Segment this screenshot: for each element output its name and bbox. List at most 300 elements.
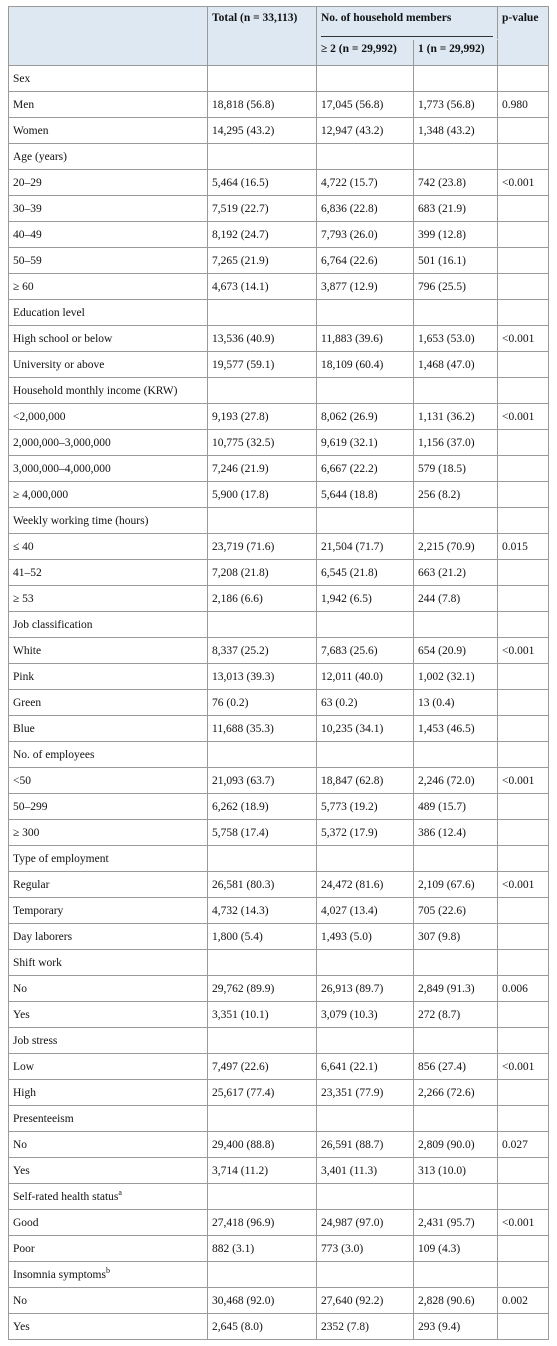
row-label: Presenteeism <box>9 1106 208 1132</box>
cell-total: 13,536 (40.9) <box>208 326 317 352</box>
cell-two-or-more: 11,883 (39.6) <box>317 326 414 352</box>
cell-total <box>208 508 317 534</box>
cell-total: 30,468 (92.0) <box>208 1288 317 1314</box>
cell-two-or-more: 12,947 (43.2) <box>317 118 414 144</box>
cell-total: 8,192 (24.7) <box>208 222 317 248</box>
row-label: 20–29 <box>9 170 208 196</box>
cell-total: 5,900 (17.8) <box>208 482 317 508</box>
row-label: Temporary <box>9 898 208 924</box>
cell-one-member: 2,849 (91.3) <box>414 976 498 1002</box>
row-label: <50 <box>9 768 208 794</box>
cell-one-member <box>414 1028 498 1054</box>
table-row <box>9 300 549 326</box>
row-label: 30–39 <box>9 196 208 222</box>
cell-one-member: 2,109 (67.6) <box>414 872 498 898</box>
table-body <box>9 66 549 1340</box>
cell-total <box>208 378 317 404</box>
cell-total: 5,758 (17.4) <box>208 820 317 846</box>
cell-total: 7,208 (21.8) <box>208 560 317 586</box>
row-label: Good <box>9 1210 208 1236</box>
table-row <box>9 820 549 846</box>
cell-total: 7,246 (21.9) <box>208 456 317 482</box>
cell-one-member <box>414 300 498 326</box>
table-row <box>9 1210 549 1236</box>
cell-one-member: 1,348 (43.2) <box>414 118 498 144</box>
cell-two-or-more: 3,079 (10.3) <box>317 1002 414 1028</box>
table-row <box>9 1236 549 1262</box>
header-total: Total (n = 33,113) <box>208 7 317 66</box>
cell-pvalue: 0.002 <box>498 1288 549 1314</box>
row-label: Household monthly income (KRW) <box>9 378 208 404</box>
row-label: ≥ 4,000,000 <box>9 482 208 508</box>
cell-two-or-more <box>317 1106 414 1132</box>
cell-two-or-more: 10,235 (34.1) <box>317 716 414 742</box>
table-row <box>9 950 549 976</box>
cell-pvalue: 0.027 <box>498 1132 549 1158</box>
cell-two-or-more: 5,644 (18.8) <box>317 482 414 508</box>
cell-two-or-more: 24,472 (81.6) <box>317 872 414 898</box>
cell-one-member: 272 (8.7) <box>414 1002 498 1028</box>
cell-pvalue: 0.015 <box>498 534 549 560</box>
cell-one-member <box>414 950 498 976</box>
cell-two-or-more <box>317 846 414 872</box>
cell-one-member: 663 (21.2) <box>414 560 498 586</box>
cell-pvalue <box>498 430 549 456</box>
table-row <box>9 846 549 872</box>
cell-two-or-more: 6,641 (22.1) <box>317 1054 414 1080</box>
cell-one-member: 2,215 (70.9) <box>414 534 498 560</box>
table-row <box>9 222 549 248</box>
cell-one-member: 796 (25.5) <box>414 274 498 300</box>
cell-pvalue: <0.001 <box>498 638 549 664</box>
cell-pvalue <box>498 560 549 586</box>
row-label: High <box>9 1080 208 1106</box>
table-row <box>9 976 549 1002</box>
cell-pvalue <box>498 1106 549 1132</box>
cell-two-or-more: 6,545 (21.8) <box>317 560 414 586</box>
cell-total: 2,186 (6.6) <box>208 586 317 612</box>
cell-total: 27,418 (96.9) <box>208 1210 317 1236</box>
cell-two-or-more: 9,619 (32.1) <box>317 430 414 456</box>
row-label: 41–52 <box>9 560 208 586</box>
cell-total <box>208 950 317 976</box>
row-label: White <box>9 638 208 664</box>
cell-total: 13,013 (39.3) <box>208 664 317 690</box>
cell-pvalue: <0.001 <box>498 404 549 430</box>
cell-two-or-more: 24,987 (97.0) <box>317 1210 414 1236</box>
cell-total: 10,775 (32.5) <box>208 430 317 456</box>
table-row <box>9 352 549 378</box>
cell-pvalue <box>498 66 549 92</box>
cell-pvalue <box>498 222 549 248</box>
cell-two-or-more: 23,351 (77.9) <box>317 1080 414 1106</box>
cell-one-member: 399 (12.8) <box>414 222 498 248</box>
cell-one-member: 293 (9.4) <box>414 1314 498 1340</box>
cell-total: 3,714 (11.2) <box>208 1158 317 1184</box>
cell-pvalue <box>498 924 549 950</box>
header-one-member: 1 (n = 29,992) <box>414 40 498 66</box>
table-row <box>9 196 549 222</box>
header-two-or-more: ≥ 2 (n = 29,992) <box>317 40 414 66</box>
table-row <box>9 690 549 716</box>
cell-two-or-more <box>317 378 414 404</box>
cell-pvalue <box>498 1080 549 1106</box>
cell-two-or-more <box>317 1184 414 1210</box>
table-row <box>9 560 549 586</box>
cell-two-or-more: 3,877 (12.9) <box>317 274 414 300</box>
table-row <box>9 170 549 196</box>
table-row <box>9 274 549 300</box>
table-row <box>9 1106 549 1132</box>
cell-two-or-more <box>317 950 414 976</box>
cell-pvalue: <0.001 <box>498 872 549 898</box>
cell-two-or-more: 5,773 (19.2) <box>317 794 414 820</box>
cell-pvalue <box>498 664 549 690</box>
cell-one-member: 313 (10.0) <box>414 1158 498 1184</box>
cell-pvalue: <0.001 <box>498 170 549 196</box>
row-label: Age (years) <box>9 144 208 170</box>
table-row <box>9 66 549 92</box>
row-label: Education level <box>9 300 208 326</box>
row-label: 2,000,000–3,000,000 <box>9 430 208 456</box>
row-label: Yes <box>9 1158 208 1184</box>
cell-one-member <box>414 1262 498 1288</box>
table-row <box>9 716 549 742</box>
table-row <box>9 1288 549 1314</box>
cell-pvalue <box>498 1002 549 1028</box>
row-label: Yes <box>9 1002 208 1028</box>
cell-total <box>208 1262 317 1288</box>
cell-pvalue <box>498 144 549 170</box>
header-household-group <box>317 7 498 40</box>
header-pvalue: p-value <box>498 7 549 66</box>
row-label: Weekly working time (hours) <box>9 508 208 534</box>
cell-one-member: 1,156 (37.0) <box>414 430 498 456</box>
cell-total <box>208 742 317 768</box>
cell-total <box>208 300 317 326</box>
cell-one-member: 109 (4.3) <box>414 1236 498 1262</box>
cell-one-member: 256 (8.2) <box>414 482 498 508</box>
row-label: Job stress <box>9 1028 208 1054</box>
cell-pvalue: <0.001 <box>498 768 549 794</box>
table-row <box>9 482 549 508</box>
cell-one-member: 742 (23.8) <box>414 170 498 196</box>
cell-total: 23,719 (71.6) <box>208 534 317 560</box>
table-row <box>9 924 549 950</box>
cell-one-member <box>414 66 498 92</box>
cell-total: 29,762 (89.9) <box>208 976 317 1002</box>
cell-one-member: 705 (22.6) <box>414 898 498 924</box>
cell-pvalue <box>498 1236 549 1262</box>
cell-two-or-more: 3,401 (11.3) <box>317 1158 414 1184</box>
cell-two-or-more <box>317 612 414 638</box>
table-row <box>9 664 549 690</box>
row-label: 3,000,000–4,000,000 <box>9 456 208 482</box>
cell-pvalue <box>498 612 549 638</box>
row-label: Shift work <box>9 950 208 976</box>
cell-two-or-more: 7,683 (25.6) <box>317 638 414 664</box>
row-label: Insomnia symptoms$^b$ <box>9 1262 208 1288</box>
footnote-marker: a <box>118 1187 122 1197</box>
row-label: Job classification <box>9 612 208 638</box>
table-row <box>9 508 549 534</box>
row-label: 40–49 <box>9 222 208 248</box>
cell-two-or-more: 26,591 (88.7) <box>317 1132 414 1158</box>
row-label: No <box>9 1288 208 1314</box>
cell-two-or-more: 26,913 (89.7) <box>317 976 414 1002</box>
row-label: Self-rated health status$^a$ <box>9 1184 208 1210</box>
cell-total: 4,732 (14.3) <box>208 898 317 924</box>
cell-pvalue: <0.001 <box>498 1054 549 1080</box>
cell-pvalue <box>498 1028 549 1054</box>
cell-one-member: 489 (15.7) <box>414 794 498 820</box>
cell-total <box>208 1028 317 1054</box>
cell-total <box>208 1184 317 1210</box>
table-row <box>9 638 549 664</box>
cell-pvalue <box>498 820 549 846</box>
row-label: Blue <box>9 716 208 742</box>
header-blank <box>9 7 208 66</box>
table-row <box>9 92 549 118</box>
cell-pvalue <box>498 274 549 300</box>
row-label: Men <box>9 92 208 118</box>
row-label: University or above <box>9 352 208 378</box>
cell-one-member: 1,773 (56.8) <box>414 92 498 118</box>
cell-two-or-more <box>317 1028 414 1054</box>
cell-two-or-more: 7,793 (26.0) <box>317 222 414 248</box>
table-row <box>9 118 549 144</box>
cell-total: 21,093 (63.7) <box>208 768 317 794</box>
cell-two-or-more <box>317 1262 414 1288</box>
cell-pvalue <box>498 794 549 820</box>
cell-pvalue <box>498 1184 549 1210</box>
table-row <box>9 378 549 404</box>
cell-two-or-more: 4,722 (15.7) <box>317 170 414 196</box>
cell-two-or-more: 6,667 (22.2) <box>317 456 414 482</box>
cell-two-or-more <box>317 66 414 92</box>
table-row <box>9 1158 549 1184</box>
cell-pvalue <box>498 742 549 768</box>
cell-pvalue: <0.001 <box>498 1210 549 1236</box>
cell-two-or-more: 63 (0.2) <box>317 690 414 716</box>
cell-pvalue <box>498 898 549 924</box>
cell-pvalue <box>498 1262 549 1288</box>
cell-one-member: 1,453 (46.5) <box>414 716 498 742</box>
row-label: ≤ 40 <box>9 534 208 560</box>
cell-two-or-more: 1,942 (6.5) <box>317 586 414 612</box>
table-row <box>9 1132 549 1158</box>
header-group-rule <box>321 36 493 37</box>
cell-one-member: 1,653 (53.0) <box>414 326 498 352</box>
row-label: ≥ 300 <box>9 820 208 846</box>
row-label: ≥ 60 <box>9 274 208 300</box>
table-container <box>8 6 549 1340</box>
table-row <box>9 768 549 794</box>
characteristics-table <box>8 6 549 1340</box>
cell-total: 25,617 (77.4) <box>208 1080 317 1106</box>
cell-one-member: 1,131 (36.2) <box>414 404 498 430</box>
table-row <box>9 898 549 924</box>
cell-pvalue <box>498 1158 549 1184</box>
cell-one-member: 244 (7.8) <box>414 586 498 612</box>
cell-pvalue: <0.001 <box>498 326 549 352</box>
cell-pvalue <box>498 586 549 612</box>
cell-two-or-more <box>317 742 414 768</box>
cell-one-member: 2,266 (72.6) <box>414 1080 498 1106</box>
table-row <box>9 1184 549 1210</box>
cell-two-or-more: 8,062 (26.9) <box>317 404 414 430</box>
row-label: 50–59 <box>9 248 208 274</box>
cell-pvalue <box>498 118 549 144</box>
row-label: Regular <box>9 872 208 898</box>
cell-two-or-more: 6,764 (22.6) <box>317 248 414 274</box>
cell-one-member: 2,246 (72.0) <box>414 768 498 794</box>
table-row <box>9 1054 549 1080</box>
cell-one-member <box>414 612 498 638</box>
cell-pvalue <box>498 690 549 716</box>
row-label: Day laborers <box>9 924 208 950</box>
cell-two-or-more: 18,109 (60.4) <box>317 352 414 378</box>
row-label: Low <box>9 1054 208 1080</box>
cell-one-member <box>414 1184 498 1210</box>
cell-total <box>208 144 317 170</box>
cell-total: 7,265 (21.9) <box>208 248 317 274</box>
row-label: Green <box>9 690 208 716</box>
cell-two-or-more: 27,640 (92.2) <box>317 1288 414 1314</box>
table-row <box>9 430 549 456</box>
cell-one-member: 2,809 (90.0) <box>414 1132 498 1158</box>
table-row <box>9 456 549 482</box>
cell-pvalue <box>498 846 549 872</box>
cell-one-member <box>414 846 498 872</box>
cell-total: 1,800 (5.4) <box>208 924 317 950</box>
cell-two-or-more: 6,836 (22.8) <box>317 196 414 222</box>
cell-total: 18,818 (56.8) <box>208 92 317 118</box>
cell-pvalue <box>498 378 549 404</box>
cell-one-member: 307 (9.8) <box>414 924 498 950</box>
cell-pvalue <box>498 1314 549 1340</box>
cell-pvalue <box>498 456 549 482</box>
cell-two-or-more <box>317 300 414 326</box>
cell-two-or-more <box>317 144 414 170</box>
cell-total: 26,581 (80.3) <box>208 872 317 898</box>
cell-two-or-more: 12,011 (40.0) <box>317 664 414 690</box>
cell-total: 11,688 (35.3) <box>208 716 317 742</box>
cell-total: 6,262 (18.9) <box>208 794 317 820</box>
cell-total <box>208 1106 317 1132</box>
cell-total: 7,497 (22.6) <box>208 1054 317 1080</box>
cell-two-or-more <box>317 508 414 534</box>
cell-pvalue <box>498 300 549 326</box>
cell-one-member: 579 (18.5) <box>414 456 498 482</box>
cell-pvalue <box>498 950 549 976</box>
cell-one-member <box>414 378 498 404</box>
cell-total: 29,400 (88.8) <box>208 1132 317 1158</box>
cell-one-member: 856 (27.4) <box>414 1054 498 1080</box>
header-household-group-label: No. of household members <box>321 12 452 24</box>
cell-total: 5,464 (16.5) <box>208 170 317 196</box>
row-label: Women <box>9 118 208 144</box>
cell-one-member <box>414 1106 498 1132</box>
table-row <box>9 144 549 170</box>
table-row <box>9 612 549 638</box>
cell-total <box>208 66 317 92</box>
cell-two-or-more: 21,504 (71.7) <box>317 534 414 560</box>
cell-total: 9,193 (27.8) <box>208 404 317 430</box>
table-row <box>9 586 549 612</box>
cell-total: 882 (3.1) <box>208 1236 317 1262</box>
cell-total: 8,337 (25.2) <box>208 638 317 664</box>
cell-one-member: 2,828 (90.6) <box>414 1288 498 1314</box>
cell-one-member: 1,002 (32.1) <box>414 664 498 690</box>
cell-two-or-more: 4,027 (13.4) <box>317 898 414 924</box>
cell-total: 19,577 (59.1) <box>208 352 317 378</box>
table-row <box>9 1314 549 1340</box>
table-row <box>9 534 549 560</box>
row-label: ≥ 53 <box>9 586 208 612</box>
cell-pvalue <box>498 716 549 742</box>
cell-total: 3,351 (10.1) <box>208 1002 317 1028</box>
cell-total <box>208 612 317 638</box>
row-label: Sex <box>9 66 208 92</box>
cell-pvalue <box>498 248 549 274</box>
cell-one-member: 13 (0.4) <box>414 690 498 716</box>
cell-one-member <box>414 144 498 170</box>
row-label: <2,000,000 <box>9 404 208 430</box>
cell-total: 2,645 (8.0) <box>208 1314 317 1340</box>
cell-one-member <box>414 742 498 768</box>
table-row <box>9 742 549 768</box>
table-row <box>9 326 549 352</box>
cell-one-member: 501 (16.1) <box>414 248 498 274</box>
cell-two-or-more: 2352 (7.8) <box>317 1314 414 1340</box>
row-label: 50–299 <box>9 794 208 820</box>
cell-total: 4,673 (14.1) <box>208 274 317 300</box>
footnote-marker: b <box>105 1265 110 1275</box>
cell-one-member: 654 (20.9) <box>414 638 498 664</box>
row-label: No <box>9 1132 208 1158</box>
table-row <box>9 872 549 898</box>
cell-pvalue <box>498 196 549 222</box>
cell-total: 76 (0.2) <box>208 690 317 716</box>
table-row <box>9 248 549 274</box>
table-row <box>9 404 549 430</box>
row-label: Poor <box>9 1236 208 1262</box>
cell-two-or-more: 5,372 (17.9) <box>317 820 414 846</box>
row-label: Pink <box>9 664 208 690</box>
cell-one-member: 386 (12.4) <box>414 820 498 846</box>
table-row <box>9 1002 549 1028</box>
cell-one-member: 1,468 (47.0) <box>414 352 498 378</box>
cell-pvalue <box>498 508 549 534</box>
row-label: Yes <box>9 1314 208 1340</box>
table-row <box>9 794 549 820</box>
table-header <box>9 7 549 66</box>
cell-total: 7,519 (22.7) <box>208 196 317 222</box>
table-row <box>9 1080 549 1106</box>
cell-one-member: 683 (21.9) <box>414 196 498 222</box>
table-row <box>9 1028 549 1054</box>
cell-pvalue <box>498 352 549 378</box>
cell-two-or-more: 17,045 (56.8) <box>317 92 414 118</box>
row-label: Type of employment <box>9 846 208 872</box>
cell-total <box>208 846 317 872</box>
cell-two-or-more: 18,847 (62.8) <box>317 768 414 794</box>
table-row <box>9 1262 549 1288</box>
row-label: No <box>9 976 208 1002</box>
cell-total: 14,295 (43.2) <box>208 118 317 144</box>
cell-two-or-more: 773 (3.0) <box>317 1236 414 1262</box>
